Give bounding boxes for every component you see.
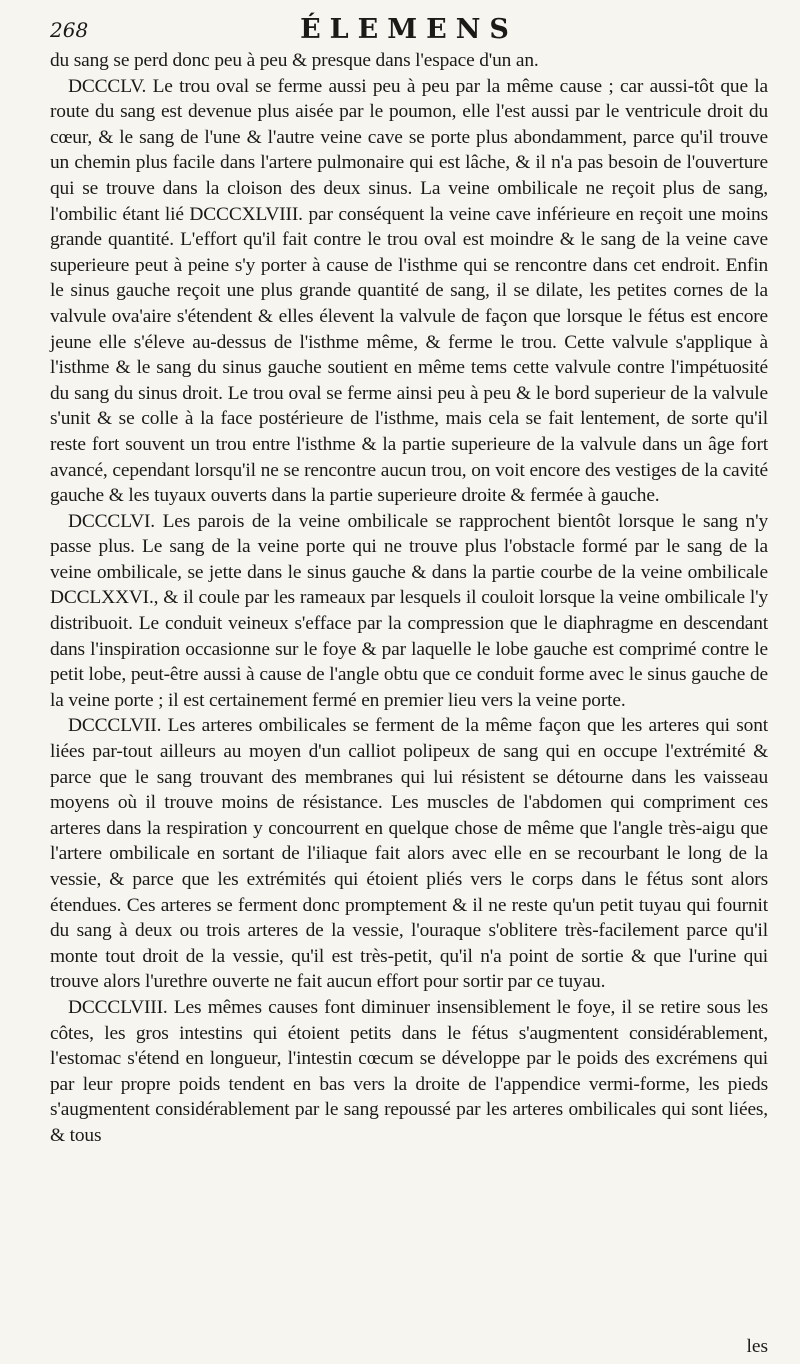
paragraph-dccclvi: DCCCLVI. Les parois de la veine ombilicale se rapprochent bientôt lorsque le sang n'y passe plus. Le sang de la veine porte qui ne trouve plus l'obstacle formé par le sang de la veine ombilicale, se jette dans le sinus gauche & dans la partie courbe de la veine ombilicale DCCLXXVI., & il coule par les rameaux par lesquels il couloit lorsque la veine ombilicale l'y distribuoit. Le conduit veineux s'efface par la compression que le diaphragme en descendant dans l'inspiration occasionne sur le foye & par laquelle le lobe gauche est comprimé contre le petit lobe, peut-être aussi à cause de l'angle obtu que ce conduit forme avec le sinus gauche de la veine porte ; il est certainement fermé en premier lieu vers la veine porte. bbox=[50, 510, 768, 711]
paragraph-dccclviii: DCCCLVIII. Les mêmes causes font diminuer insensiblement le foye, il se retire sous les côtes, les gros intestins qui étoient petits dans le fétus s'augmentent considérablement, l'estomac s'étend en longueur, l'intestin cœcum se développe par le poids des excrémens qui par leur propre poids tendent en bas vers la droite de l'appendice vermi-forme, les pieds s'augmentent considérablement par le sang repoussé par les arteres ombilicales qui sont liées, & tous bbox=[50, 996, 768, 1146]
paragraph-dccclv: DCCCLV. Le trou oval se ferme aussi peu à peu par la même cause ; car aussi-tôt que la route du sang est devenue plus aisée par le poumon, elle l'est aussi par le ventricule droit du cœur, & le sang de l'une & l'autre veine cave se porte plus abondamment, parce qu'il trouve un chemin plus facile dans l'artere pulmonaire qui est lâche, & il n'a pas besoin de l'ouverture qui se trouve dans la cloison des deux sinus. La veine ombilicale ne reçoit plus de sang, l'ombilic étant lié DCCCXLVIII. par conséquent la veine cave inférieure en reçoit une moins grande quantité. L'effort qu'il fait contre le trou oval est moindre & le sang de la veine cave superieure peut à peine s'y porter à cause de l'isthme qui se rencontre dans cet endroit. Enfin le sinus gauche reçoit une plus grande quantité de sang, il se dilate, les petites cornes de la valvule ova'aire s'étendent & elles élevent la valvule de façon que lorsque le fétus est encore jeune elle s'éleve au-dessus de l'isthme même, & ferme le trou. Cette valvule s'applique à l'isthme & le sang du sinus gauche soutient en même tems cette valvule contre l'impétuosité du sang du sinus droit. Le trou oval se ferme ainsi peu à peu & le bord superieur de la valvule s'unit & se colle à la face postérieure de l'isthme, mais cela se fait lentement, de sorte qu'il reste fort souvent un trou entre l'isthme & la partie superieure de la valvule dans un âge fort avancé, cependant lorsqu'il ne se rencontre aucun trou, on voit encore des vestiges de la cavité gauche & les tuyaux ouverts dans la partie superieure droite & fermée à gauche. bbox=[50, 75, 768, 507]
page-number: 268 bbox=[50, 18, 89, 42]
page-header bbox=[50, 14, 768, 48]
catchword: les bbox=[746, 1336, 768, 1357]
paragraph-dccclvii: DCCCLVII. Les arteres ombilicales se ferment de la même façon que les arteres qui sont liées par-tout ailleurs au moyen d'un calliot polipeux de sang qui en occupe l'extrémité & parce que le sang trouvant des membranes qui lui résistent se détourne dans les vaisseau moyens où il trouve moins de résistance. Les muscles de l'abdomen qui compriment ces arteres dans la respiration y concourrent en quelque chose de même que l'angle très-aigu que l'artere ombilicale en sortant de l'iliaque fait alors avec elle en se recourbant le long de la vessie, & parce que les extrémités qui étoient pliés vers le corps dans le fétus sont alors étendues. Ces arteres se ferment donc promptement & il ne reste qu'un petit tuyau qui fournit du sang à deux ou trois arteres de la vessie, l'ouraque s'oblitere très-facilement parce qu'il monte tout droit de la vessie, qu'il est très-petit, qu'il n'a point de sortie & que l'urine qui trouve alors l'urethre ouverte ne fait aucun effort pour sortir par ce tuyau. bbox=[50, 715, 768, 993]
running-title: ÉLEMENS bbox=[300, 14, 518, 45]
body-text bbox=[50, 48, 768, 1149]
paragraph-continuation: du sang se perd donc peu à peu & presque dans l'espace d'un an. bbox=[50, 50, 539, 71]
